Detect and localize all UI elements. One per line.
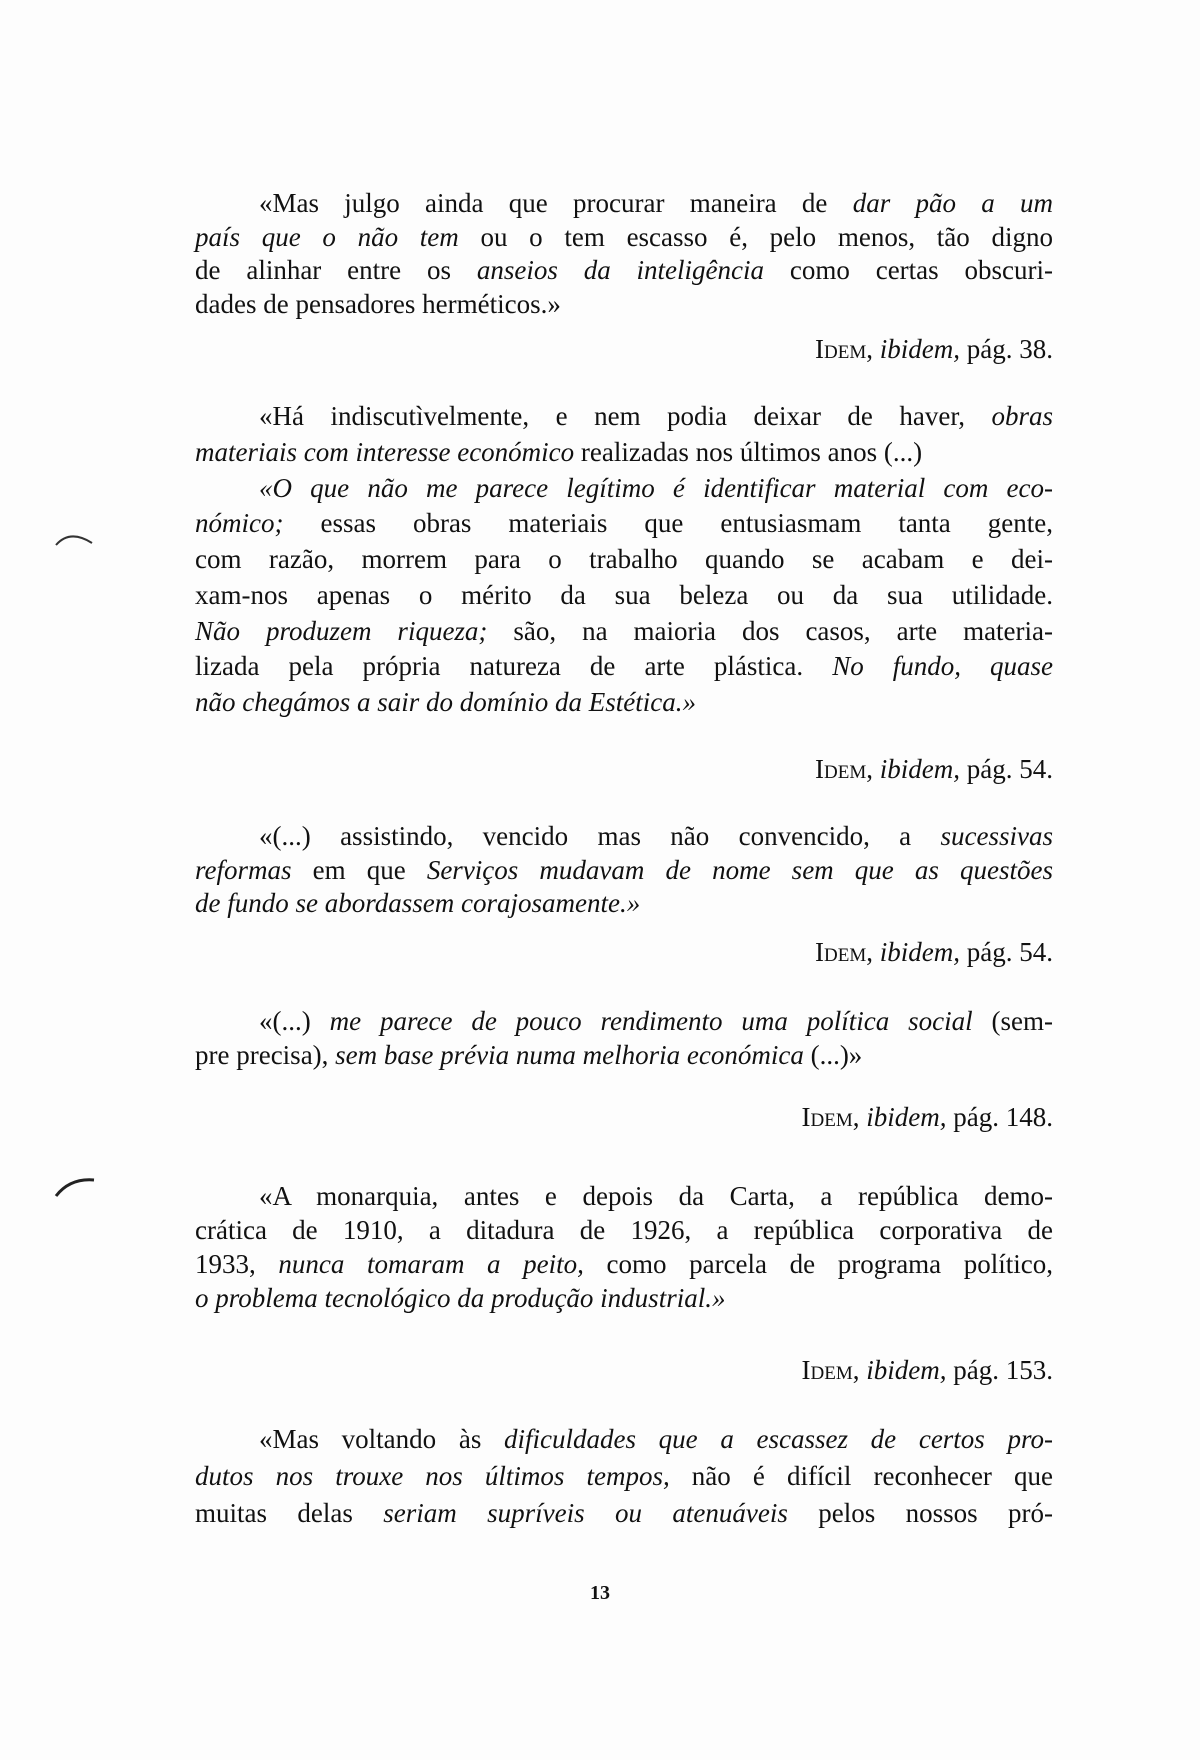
text-line	[195, 506, 1053, 542]
citation-author: Idem	[815, 334, 867, 364]
italic-text: Serviços mudavam de nome sem que as questões	[426, 854, 1053, 885]
margin-pencil-mark	[52, 525, 102, 565]
quotation-paragraph	[195, 1421, 1053, 1532]
roman-text: «(...)	[259, 1006, 330, 1036]
italic-text: reformas	[195, 854, 292, 885]
italic-text: sem base prévia numa melhoria económica	[335, 1040, 804, 1070]
text-line	[195, 435, 1053, 471]
roman-text: dades de pensadores herméticos.»	[195, 289, 561, 320]
text-line	[195, 187, 1053, 221]
italic-text: anseios da inteligência	[476, 255, 765, 286]
citation-page: pág. 54.	[966, 937, 1053, 967]
italic-text: o problema tecnológico da produção industrial.»	[195, 1283, 726, 1313]
roman-text: ou o tem escasso é, pelo menos, tão digno	[458, 221, 1053, 252]
page-number: 13	[590, 1582, 610, 1604]
citation-page: pág. 148.	[953, 1102, 1053, 1132]
roman-text: (...)»	[803, 1040, 863, 1070]
roman-text: «Mas julgo ainda que procurar maneira de	[259, 188, 853, 218]
citation-work: ibidem,	[866, 1102, 947, 1132]
italic-text: não chegámos a sair do domínio da Estética.»	[195, 687, 696, 717]
text-line	[195, 854, 1053, 888]
citation: Idem, ibidem, pág. 38.	[815, 334, 1053, 364]
citation-page: pág. 54.	[966, 754, 1053, 784]
citation-author: Idem	[815, 937, 867, 967]
text-line	[195, 649, 1053, 685]
text-line	[195, 578, 1053, 614]
quotation-paragraph	[195, 399, 1053, 721]
roman-text: com razão, morrem para o trabalho quando se acabam e dei-	[195, 544, 1053, 574]
quotation-paragraph	[195, 187, 1053, 322]
text-line	[195, 221, 1053, 255]
roman-text: realizadas nos últimos anos (...)	[574, 436, 923, 467]
citation-author: Idem	[801, 1355, 853, 1385]
italic-text: materiais com interesse económico	[195, 436, 575, 467]
citation-work: ibidem,	[866, 1355, 947, 1385]
quotation-paragraph	[195, 820, 1053, 921]
roman-text: pelos nossos pró-	[787, 1498, 1054, 1528]
roman-text: crática de 1910, a ditadura de 1926, a república corporativa de	[195, 1215, 1053, 1245]
italic-text: sucessivas	[940, 821, 1053, 851]
margin-pencil-mark	[52, 1170, 102, 1210]
italic-text: No fundo, quase	[832, 651, 1053, 682]
roman-text: em que	[291, 854, 427, 885]
text-line	[195, 471, 1053, 507]
roman-text: de alinhar entre os	[195, 255, 477, 286]
roman-text: «(...) assistindo, vencido mas não convencido, a	[259, 821, 941, 851]
italic-text: dutos nos trouxe nos últimos tempos,	[195, 1461, 670, 1491]
italic-text: obras	[991, 401, 1053, 431]
quotation-paragraph	[195, 1179, 1053, 1315]
roman-text: como parcela de programa político,	[583, 1249, 1054, 1279]
italic-text: nunca tomaram a peito,	[278, 1249, 584, 1279]
citation-author: Idem	[815, 754, 867, 784]
roman-text: não é difícil reconhecer que	[669, 1461, 1053, 1491]
text-line	[195, 1421, 1053, 1458]
italic-text: me parece de pouco rendimento uma política social	[329, 1006, 973, 1036]
roman-text: como certas obscuri-	[764, 255, 1053, 286]
quotation-paragraph	[195, 1004, 1053, 1072]
citation-page: pág. 153.	[953, 1355, 1053, 1385]
citation: Idem, ibidem, pág. 54.	[815, 937, 1053, 967]
text-line	[195, 1213, 1053, 1247]
text-line	[195, 542, 1053, 578]
citation-page: pág. 38.	[966, 334, 1053, 364]
citation: Idem, ibidem, pág. 148.	[801, 1102, 1053, 1132]
text-line	[195, 1038, 1053, 1072]
roman-text: 1933,	[195, 1249, 279, 1279]
text-line	[195, 1495, 1053, 1532]
text-line	[195, 820, 1053, 854]
text-line	[195, 887, 1053, 921]
roman-text: são, na maioria dos casos, arte materia-	[487, 615, 1054, 646]
citation-author: Idem	[801, 1102, 853, 1132]
citation: Idem, ibidem, pág. 153.	[801, 1355, 1053, 1385]
text-line	[195, 1179, 1053, 1213]
text-line	[195, 685, 1053, 721]
roman-text: «A monarquia, antes e depois da Carta, a república demo-	[259, 1181, 1053, 1211]
text-line	[195, 399, 1053, 435]
italic-text: «O que não me parece legítimo é identificar material com eco-	[259, 472, 1053, 503]
italic-text: dar pão a um	[852, 188, 1053, 218]
roman-text: pre precisa),	[195, 1040, 336, 1070]
citation-work: ibidem,	[879, 754, 961, 784]
roman-text: lizada pela própria natureza de arte plástica.	[195, 651, 833, 682]
italic-text: dificuldades que a escassez de certos pro-	[504, 1424, 1053, 1454]
roman-text: essas obras materiais que entusiasmam tanta gente,	[283, 508, 1053, 539]
text-line	[195, 288, 1053, 322]
text-line	[195, 1458, 1053, 1495]
roman-text: (sem-	[972, 1006, 1053, 1036]
roman-text: muitas delas	[195, 1498, 384, 1528]
text-line	[195, 1281, 1053, 1315]
text-line	[195, 614, 1053, 650]
italic-text: de fundo se abordassem corajosamente.»	[195, 888, 641, 918]
roman-text: xam-nos apenas o mérito da sua beleza ou da sua utilidade.	[195, 579, 1053, 610]
text-line	[195, 1247, 1053, 1281]
text-line	[195, 1004, 1053, 1038]
italic-text: seriam supríveis ou atenuáveis	[383, 1498, 788, 1528]
roman-text: «Há indiscutìvelmente, e nem podia deixar de haver,	[259, 401, 992, 431]
citation: Idem, ibidem, pág. 54.	[815, 754, 1053, 784]
citation-work: ibidem,	[879, 334, 961, 364]
italic-text: Não produzem riqueza;	[195, 615, 488, 646]
italic-text: país que o não tem	[195, 221, 459, 252]
citation-work: ibidem,	[879, 937, 961, 967]
roman-text: «Mas voltando às	[259, 1424, 505, 1454]
text-line	[195, 254, 1053, 288]
italic-text: nómico;	[195, 508, 284, 539]
